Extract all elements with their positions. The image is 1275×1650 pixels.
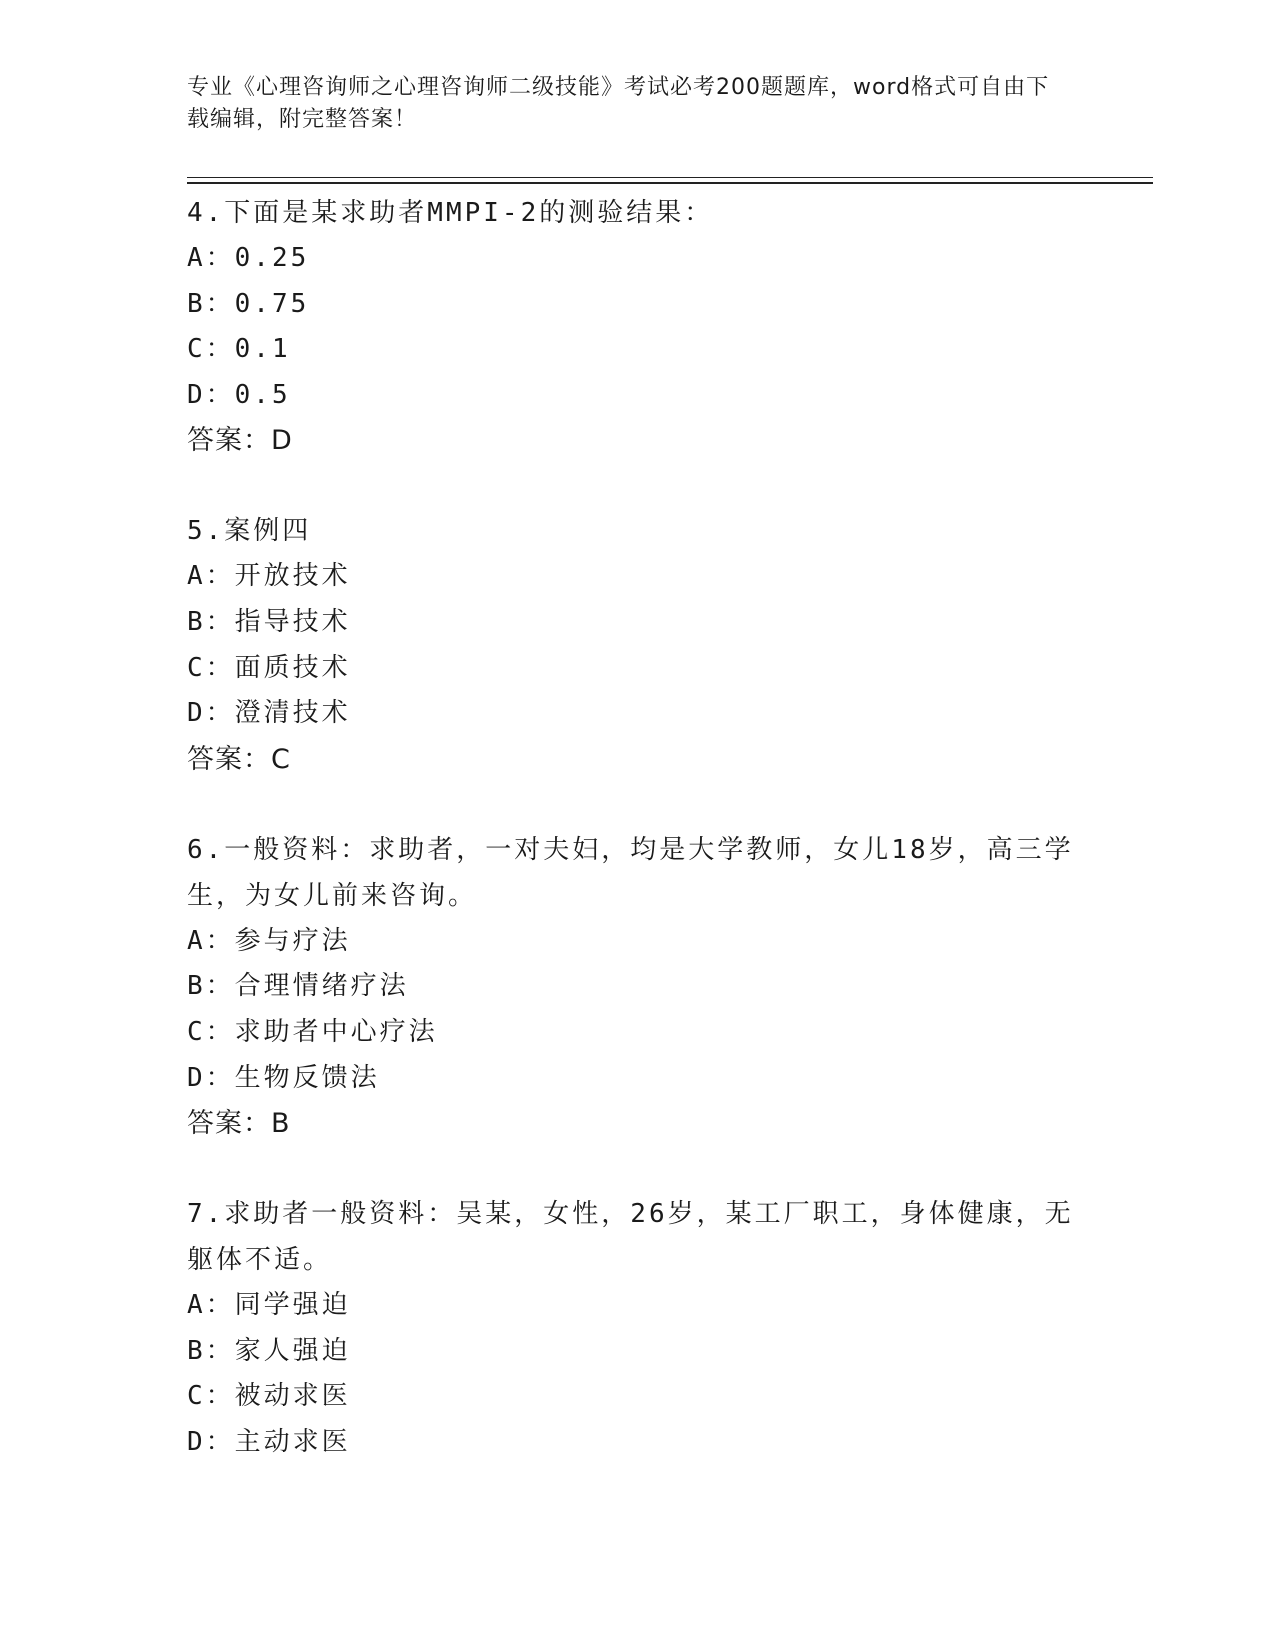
question-stem: 7.求助者一般资料：吴某，女性，26岁，某工厂职工，身体健康，无躯体不适。 xyxy=(187,1199,1074,1276)
question-stem: 4.下面是某求助者MMPI-2的测验结果： xyxy=(187,198,714,228)
option-b: B：家人强迫 xyxy=(187,1335,351,1366)
option-b: B：合理情绪疗法 xyxy=(187,971,409,1002)
question-item xyxy=(187,1191,1087,1465)
option-a: A：同学强迫 xyxy=(187,1290,351,1321)
answer-line: 答案：D xyxy=(187,425,293,457)
answer-line: 答案：B xyxy=(187,1108,291,1140)
question-item xyxy=(187,508,1087,782)
question-list xyxy=(187,190,1087,1510)
option-d: D：生物反馈法 xyxy=(187,1062,380,1093)
option-d: D：澄清技术 xyxy=(187,698,351,729)
question-item xyxy=(187,827,1087,1147)
question-stem: 6.一般资料：求助者，一对夫妇，均是大学教师，女儿18岁，高三学生，为女儿前来咨询。 xyxy=(187,834,1074,911)
option-a: A：参与疗法 xyxy=(187,925,351,956)
question-stem: 5.案例四 xyxy=(187,516,312,547)
option-b: B：指导技术 xyxy=(187,606,351,637)
option-b: B：0.75 xyxy=(187,288,310,319)
option-d: D：主动求医 xyxy=(187,1426,351,1457)
option-c: C：求助者中心疗法 xyxy=(187,1016,438,1047)
option-a: A：开放技术 xyxy=(187,561,351,592)
option-c: C：面质技术 xyxy=(187,652,351,683)
header-divider-thick xyxy=(187,182,1153,184)
document-header: 专业《心理咨询师之心理咨询师二级技能》考试必考200题题库，word格式可自由下载编辑，附完整答案！ xyxy=(187,75,1050,132)
option-a: A：0.25 xyxy=(187,243,310,273)
option-c: C：0.1 xyxy=(187,334,291,365)
header-divider-thin xyxy=(187,177,1153,178)
question-item xyxy=(187,190,1087,464)
option-c: C：被动求医 xyxy=(187,1381,351,1412)
option-d: D：0.5 xyxy=(187,379,291,410)
answer-line: 答案：C xyxy=(187,743,291,775)
